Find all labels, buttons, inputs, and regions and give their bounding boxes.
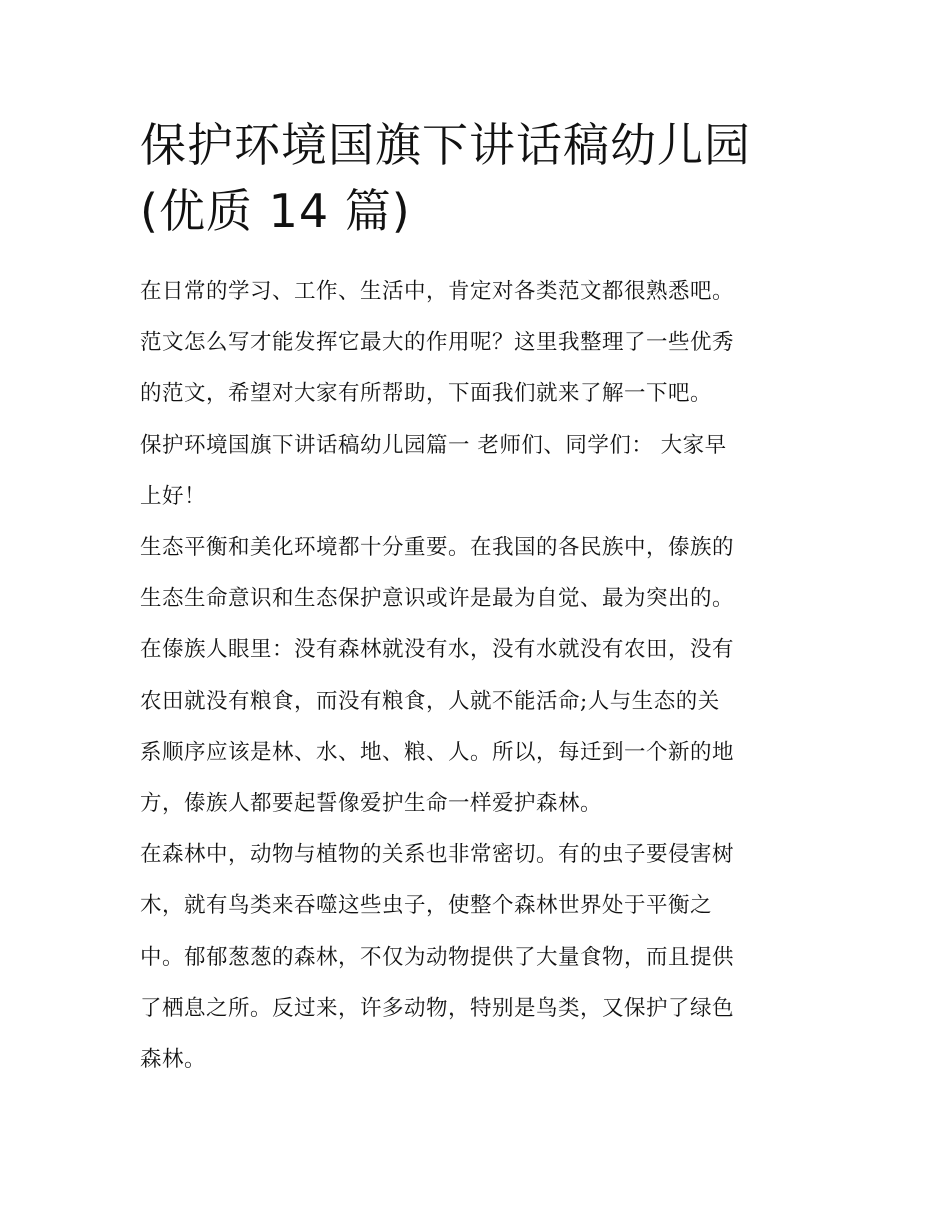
paragraph-line: 在森林中，动物与植物的关系也非常密切。有的虫子要侵害树 xyxy=(140,842,735,868)
paragraph-line: 在日常的学习、工作、生活中，肯定对各类范文都很熟悉吧。 xyxy=(140,279,735,304)
paragraph-line: 系顺序应该是林、水、地、粮、人。所以，每迁到一个新的地 xyxy=(140,739,735,765)
paragraph-line: 了栖息之所。反过来，许多动物，特别是鸟类，又保护了绿色 xyxy=(140,995,735,1021)
document-title xyxy=(140,112,812,244)
paragraph-line: 方，傣族人都要起誓像爱护生命一样爱护森林。 xyxy=(140,791,603,817)
paragraph-line: 保护环境国旗下讲话稿幼儿园篇一 老师们、同学们： 大家早 xyxy=(140,432,727,458)
paragraph-line: 的范文，希望对大家有所帮助，下面我们就来了解一下吧。 xyxy=(140,381,713,407)
paragraph-ecology xyxy=(140,522,812,829)
paragraph-line: 中。郁郁葱葱的森林，不仅为动物提供了大量食物，而且提供 xyxy=(140,944,735,970)
paragraph-greeting xyxy=(140,420,812,522)
title-line-2: (优质 14 篇) xyxy=(140,184,411,238)
document-page xyxy=(140,112,812,1085)
paragraph-line: 森林。 xyxy=(140,1047,207,1073)
paragraph-line: 生态平衡和美化环境都十分重要。在我国的各民族中，傣族的 xyxy=(140,535,735,561)
paragraph-line: 木，就有鸟类来吞噬这些虫子，使整个森林世界处于平衡之 xyxy=(140,893,713,919)
paragraph-forest xyxy=(140,829,812,1085)
paragraph-line: 在傣族人眼里：没有森林就没有水，没有水就没有农田，没有 xyxy=(140,637,735,663)
paragraph-line: 生态生命意识和生态保护意识或许是最为自觉、最为突出的。 xyxy=(140,586,735,612)
title-line-1: 保护环境国旗下讲话稿幼儿园 xyxy=(140,118,751,172)
paragraph-line: 范文怎么写才能发挥它最大的作用呢？这里我整理了一些优秀 xyxy=(140,330,735,356)
paragraph-intro xyxy=(140,266,812,420)
paragraph-line: 农田就没有粮食，而没有粮食，人就不能活命;人与生态的关 xyxy=(140,688,720,714)
paragraph-line: 上好！ xyxy=(140,483,207,509)
